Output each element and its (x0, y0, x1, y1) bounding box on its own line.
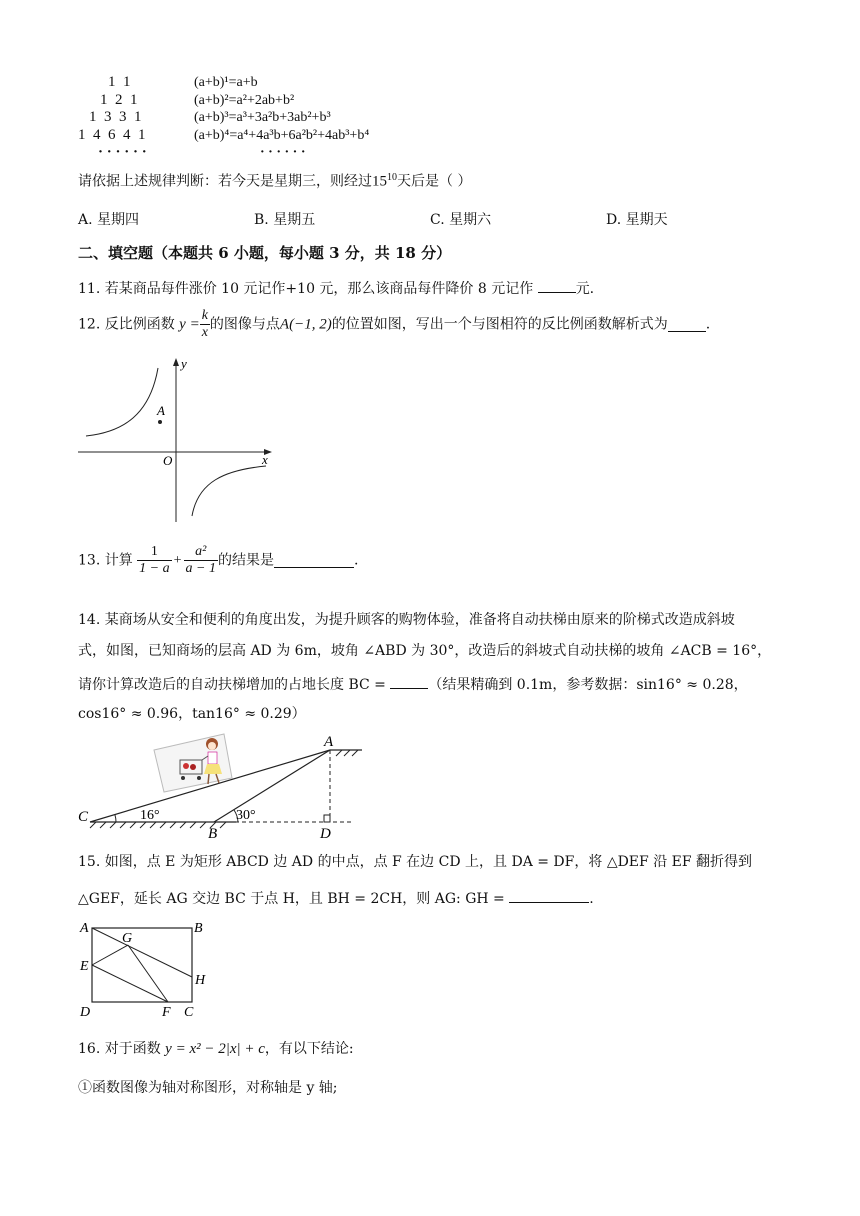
q12-text: 12. 反比例函数 (78, 316, 175, 333)
pascal-dots: · · · · · · (98, 144, 147, 160)
pascal-row: 1 1 (108, 74, 131, 90)
section-title: 二、填空题（本题共 6 小题，每小题 3 分，共 18 分） (78, 244, 452, 262)
q16-text: 16. 对于函数 (78, 1041, 161, 1057)
option-b[interactable]: B. 星期五 (254, 212, 316, 228)
answer-blank[interactable] (390, 674, 428, 689)
label-x: x (262, 452, 268, 467)
plus-sign: + (173, 552, 182, 568)
label-b: B (208, 826, 218, 842)
option-d[interactable]: D. 星期天 (606, 212, 668, 228)
floor-hatching (336, 750, 358, 756)
answer-blank[interactable] (538, 278, 576, 293)
label-y: y (181, 356, 187, 371)
label-e: E (80, 959, 89, 974)
q14-text: 请你计算改造后的自动扶梯增加的占地长度 BC = (78, 677, 386, 693)
point-a (158, 420, 162, 424)
q12-text: . (705, 316, 711, 333)
question-12 (78, 308, 710, 341)
q12-fraction (200, 308, 210, 341)
segment-ef (92, 965, 168, 1002)
expansion-dots: · · · · · · (260, 145, 306, 160)
y-axis-arrow (173, 358, 179, 366)
option-c[interactable]: C. 星期六 (430, 212, 492, 228)
hyperbola-branch-right (192, 466, 266, 516)
q15-text: . (589, 891, 594, 907)
rectangle-fold-figure (76, 918, 216, 1022)
answer-blank[interactable] (274, 553, 354, 568)
question-15-line-1: 15. 如图，点 E 为矩形 ABCD 边 AD 的中点，点 F 在边 CD 上，且 DA = DF，将 △DEF 沿 EF 翻折得到 (78, 854, 753, 870)
right-angle-mark (324, 815, 330, 822)
slope-ba (214, 750, 330, 822)
question-14-line-1: 14. 某商场从安全和便利的角度出发，为提升顾客的购物体验，准备将自动扶梯由原来的阶梯式改造成斜坡 (78, 612, 735, 628)
label-h: H (195, 973, 206, 988)
label-a: A (80, 921, 89, 936)
q10-stem-text: 请依据上述规律判断：若今天是星期三，则经过 (78, 173, 372, 190)
expansion-line: (a+b)¹=a+b (194, 75, 258, 90)
q12-text: 的位置如图，写出一个与图相符的反比例函数解析式为 (331, 316, 668, 333)
pascal-row: 1 3 3 1 (89, 109, 142, 125)
question-14-line-2: 式，如图，已知商场的层高 AD 为 6m，坡角 ∠ABD 为 30°，改造后的斜坡式自动扶梯的坡角 ∠ACB = 16°， (78, 643, 772, 659)
hyperbola-branch-left (86, 368, 158, 436)
answer-blank[interactable] (509, 888, 589, 903)
q12-point: A(−1, 2) (279, 316, 332, 333)
expansion-line: (a+b)³=a³+3a²b+3ab²+b³ (194, 110, 331, 125)
label-f: F (162, 1005, 171, 1020)
q13-fraction-1 (137, 544, 171, 577)
q11-unit: 元. (575, 281, 595, 297)
q13-fraction-2 (184, 544, 218, 577)
question-13 (78, 544, 358, 577)
question-14-line-3 (78, 674, 748, 694)
expansion-line: (a+b)⁴=a⁴+4a³b+6a²b²+4ab³+b⁴ (194, 127, 370, 143)
answer-blank[interactable] (668, 317, 706, 332)
angle-30-label: 30° (236, 808, 256, 823)
segment-eg (92, 945, 128, 965)
fraction-denominator: 1 − a (139, 561, 170, 576)
q10-stem-end: 天后是（ ） (397, 173, 472, 190)
escalator-figure (76, 730, 366, 842)
q10-base: 15 (372, 173, 387, 190)
segment-ag-h (92, 928, 192, 977)
label-a: A (157, 403, 165, 418)
pascal-row: 1 4 6 4 1 (78, 126, 146, 143)
label-b: B (194, 921, 203, 936)
fraction-denominator: a − 1 (185, 561, 216, 576)
q10-exponent: 10 (387, 172, 397, 183)
binomial-expansions (194, 74, 369, 162)
question-14-line-4: cos16° ≈ 0.96，tan16° ≈ 0.29） (78, 706, 306, 722)
label-g: G (122, 931, 133, 946)
q13-text: 13. 计算 (78, 552, 133, 569)
label-c: C (184, 1005, 194, 1020)
q13-text: . (353, 552, 359, 569)
q14-text: （结果精确到 0.1m，参考数据：sin16° ≈ 0.28， (428, 677, 748, 693)
option-a[interactable]: A. 星期四 (78, 212, 140, 228)
label-o: O (163, 453, 173, 468)
question-16 (78, 1040, 354, 1058)
question-11 (78, 278, 594, 298)
inverse-function-graph (74, 352, 280, 524)
fraction-denominator: x (201, 325, 208, 340)
q16-function: y = x² − 2|x| + c (165, 1041, 265, 1057)
question-15-line-2 (78, 888, 594, 908)
angle-arc-16 (115, 815, 116, 822)
label-c: C (78, 809, 89, 825)
pascal-row: 1 2 1 (100, 91, 138, 108)
q12-func-lhs: y = (179, 316, 200, 333)
fraction-numerator: 1 (137, 544, 171, 561)
label-d: D (80, 1005, 91, 1020)
segment-gf (128, 945, 168, 1002)
expansion-line: (a+b)²=a²+2ab+b² (194, 92, 295, 108)
label-a: A (324, 734, 334, 750)
q16-text: ，有以下结论: (264, 1041, 354, 1057)
q11-text: 11. 若某商品每件涨价 10 元记作+10 元，那么该商品每件降价 8 元记作 (78, 281, 534, 297)
fraction-numerator: k (201, 308, 208, 323)
angle-16-label: 16° (140, 808, 160, 823)
question-16-item-1: ①函数图像为轴对称图形，对称轴是 y 轴; (78, 1080, 338, 1096)
question-10-stem (78, 172, 471, 191)
q12-text: 的图像与点 (209, 316, 280, 333)
q15-text: △GEF，延长 AG 交边 BC 于点 H，且 BH = 2CH，则 AG: GH = (78, 891, 505, 907)
q13-text: 的结果是 (217, 552, 274, 569)
pascal-triangle (78, 74, 178, 162)
fraction-numerator: a² (184, 544, 218, 561)
label-d: D (320, 826, 331, 842)
